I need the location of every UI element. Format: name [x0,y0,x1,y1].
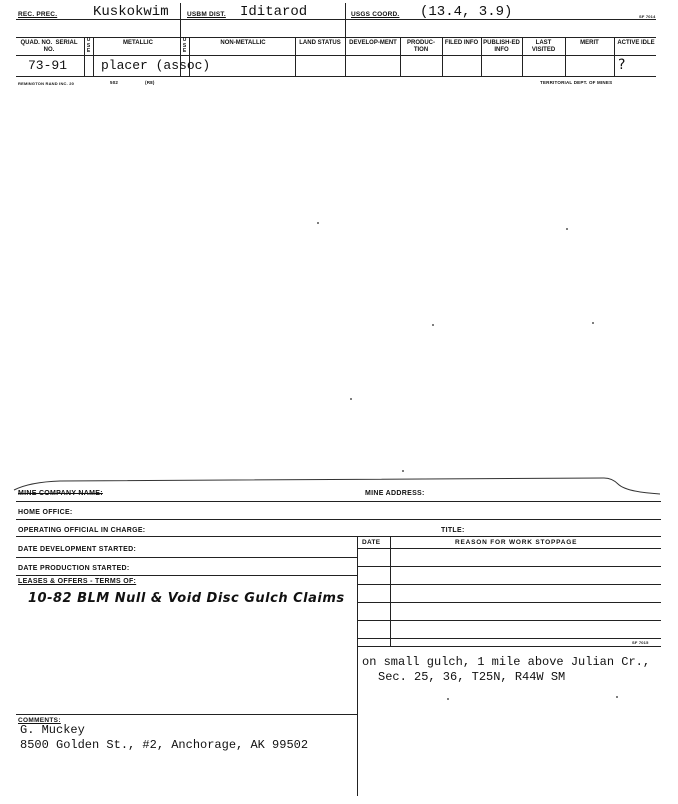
col-quad-serial [18,40,80,53]
leases-handwritten-note: 10-82 BLM Null & Void Disc Gulch Claims [28,591,345,606]
stoppage-header-rule [357,548,661,549]
header-rule-1 [16,19,656,20]
speck [592,322,594,324]
col-production: PRODUC-TION [407,40,435,53]
stoppage-date-divider [390,536,391,646]
divider [180,3,181,37]
stoppage-row-rule [357,620,661,621]
speck [566,228,568,230]
divider [345,3,346,37]
mine-company-name-label: MINE COMPANY NAME: [18,490,103,497]
divider [481,37,482,76]
col-merit: MERIT [580,40,599,46]
row-metallic: placer (assoc) [101,58,211,73]
rec-prec-value: Kuskokwim [93,4,169,20]
imprint-left: REMINGTON RAND INC. 20 [18,81,75,86]
comments-top-rule [16,714,357,715]
stoppage-row-rule [357,566,661,567]
rule-dev-started [16,557,357,558]
date-dev-started-label: DATE DEVELOPMENT STARTED: [18,546,137,553]
speck [432,324,434,326]
divider [345,37,346,76]
speck [350,398,352,400]
leases-label: LEASES & OFFERS - TERMS OF: [18,578,137,585]
comments-line-1: G. Muckey [20,723,85,737]
divider [295,37,296,76]
stoppage-left-border [357,536,358,646]
location-line-2: Sec. 25, 36, T25N, R44W SM [378,670,566,684]
speck [317,222,319,224]
rec-prec-label: REC. PREC. [18,11,58,18]
stoppage-row-rule [357,602,661,603]
usbm-dist-label: USBM DIST. [187,11,226,18]
col-use-1: U S E [86,37,91,54]
header-rule-3 [16,55,656,56]
col-non-metallic: NON-METALLIC [220,40,266,46]
imprint-left-code: 502 [110,80,119,85]
location-left-border [357,646,358,796]
divider [614,37,615,76]
comments-label: COMMENTS: [18,717,61,724]
col-published-info: PUBLISH-ED INFO [483,40,520,53]
stoppage-row-rule [357,638,661,639]
col-development: DEVELOP-MENT [349,40,397,46]
usgs-coord-value: (13.4, 3.9) [420,4,513,20]
col-metallic: METALLIC [123,40,153,46]
rule-prod-started [16,575,357,576]
row-quad-serial: 73-91 [28,58,68,73]
stoppage-reason-col: REASON FOR WORK STOPPAGE [455,539,578,546]
comments-line-2: 8500 Golden St., #2, Anchorage, AK 99502 [20,738,309,752]
usbm-dist-value: Iditarod [240,4,308,20]
divider [522,37,523,76]
imprint-right: TERRITORIAL DEPT. OF MINES [540,80,613,85]
divider [442,37,443,76]
col-last-visited: LAST VISITED [531,40,556,53]
col-serial-no: SERIAL NO. [43,40,78,53]
location-top-rule [357,646,661,647]
divider [93,37,94,76]
col-land-status: LAND STATUS [299,40,341,46]
title-label: TITLE: [441,527,465,534]
location-line-1: on small gulch, 1 mile above Julian Cr., [362,655,651,669]
header-rule-4 [16,76,656,77]
usgs-coord-label: USGS COORD. [351,11,400,18]
rule-mine-company [16,501,661,502]
speck [447,698,449,700]
date-prod-started-label: DATE PRODUCTION STARTED: [18,565,130,572]
imprint-left-code2: (R8) [145,80,155,85]
col-filed-info: FILED INFO [444,40,479,46]
form-number-2: SF 7015 [632,640,649,645]
col-use-2: U S E [182,37,187,54]
speck [616,696,618,698]
col-active-idle: ACTIVE IDLE [617,40,655,46]
operating-official-label: OPERATING OFFICIAL IN CHARGE: [18,527,146,534]
mine-address-label: MINE ADDRESS: [365,490,425,497]
rule-official [16,536,661,537]
rule-home-office [16,519,661,520]
stoppage-date-col: DATE [362,539,381,546]
divider [565,37,566,76]
divider [400,37,401,76]
row-active-idle: ? [618,57,626,73]
header-rule-2 [16,37,656,38]
home-office-label: HOME OFFICE: [18,509,73,516]
col-quad-no: QUAD. NO. [20,40,53,46]
form-number: SF 7014 [639,14,656,19]
stoppage-row-rule [357,584,661,585]
